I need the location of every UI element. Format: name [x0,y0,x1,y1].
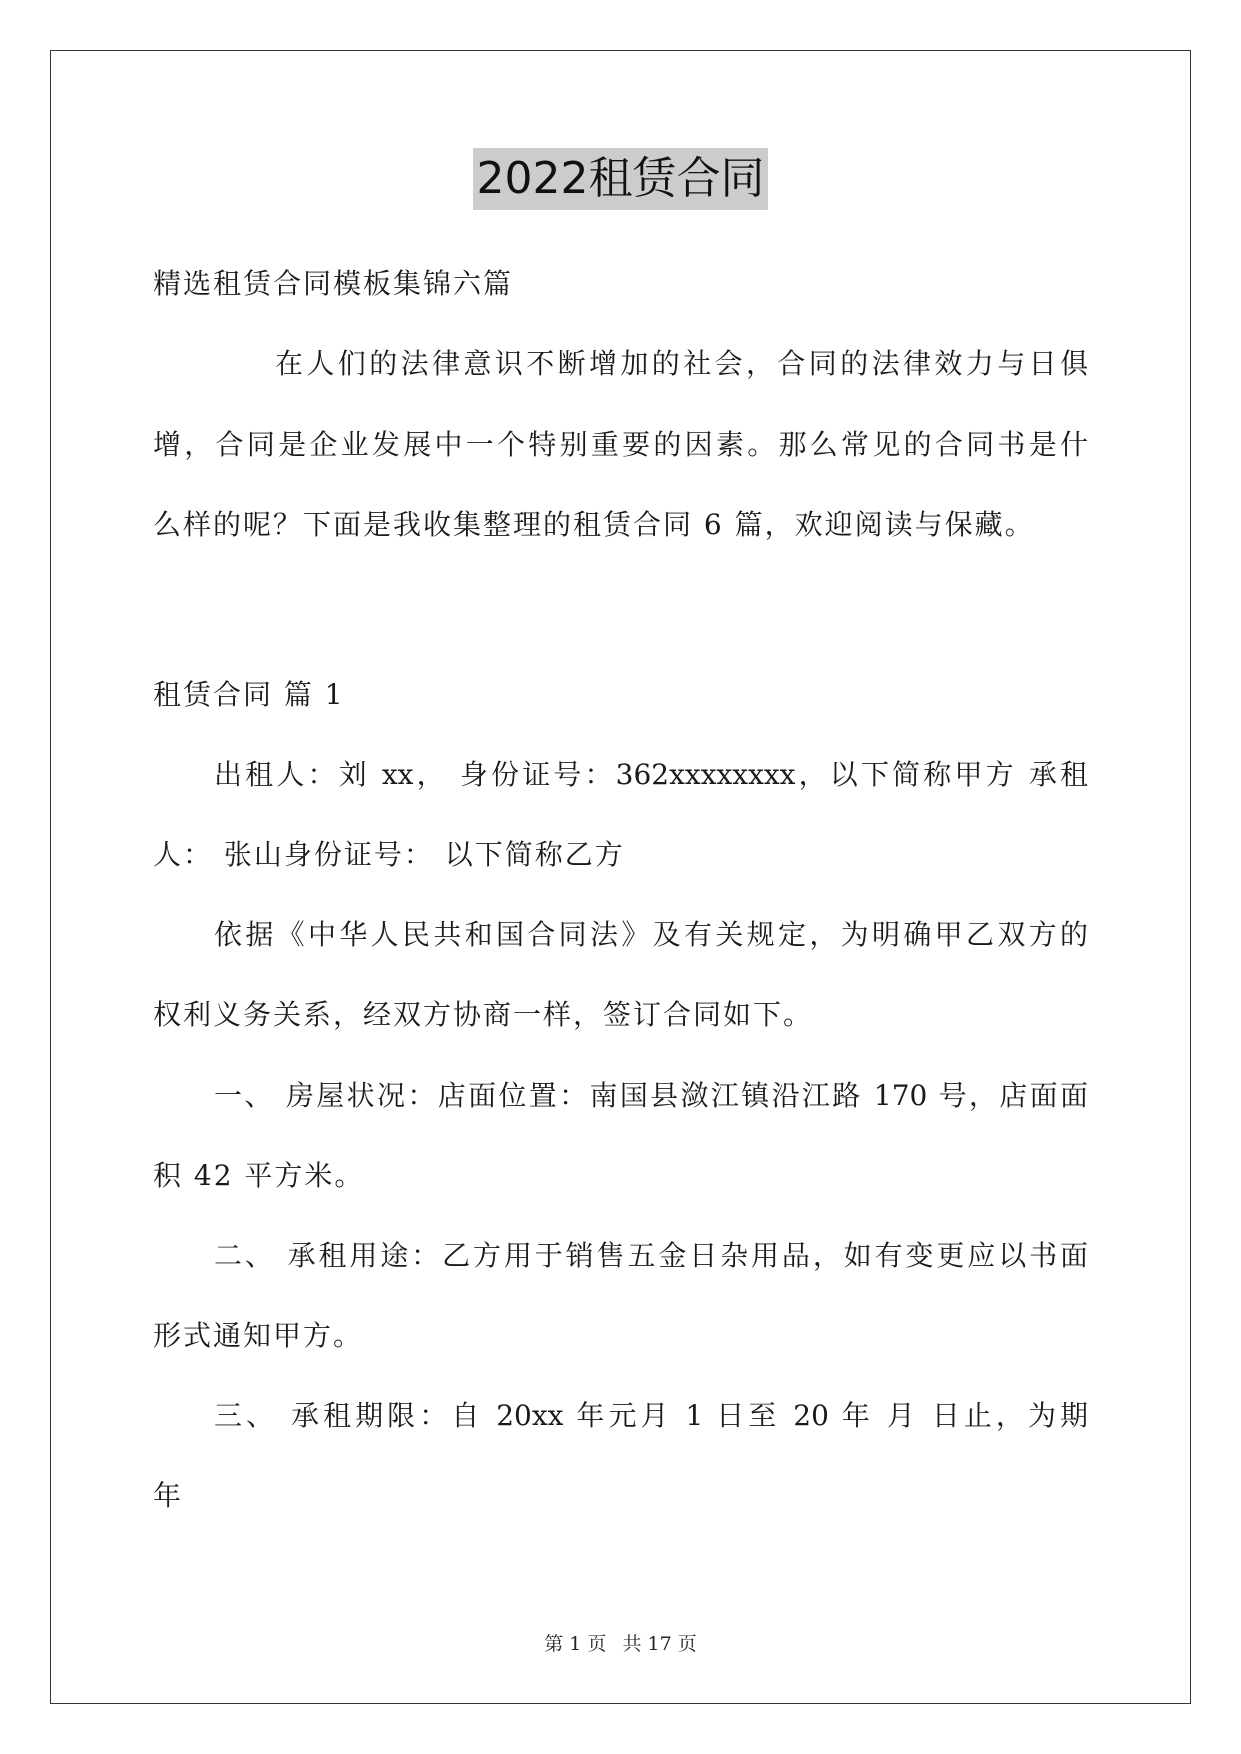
paragraph-line: 增，合同是企业发展中一个特别重要的因素。那么常见的合同书是什 [153,428,1088,461]
paragraph-line: 人： 张山身份证号： 以下简称乙方 [153,838,625,871]
clause-line: 年 [153,1479,184,1512]
paragraph-line: 依据《中华人民共和国合同法》及有关规定，为明确甲乙双方的 [214,918,1088,951]
paragraph-line: 出租人：刘 xx， 身份证号：362xxxxxxxx，以下简称甲方 承租 [214,758,1088,791]
paragraph-line: 权利义务关系，经双方协商一样，签订合同如下。 [153,998,814,1031]
page-number: 第 1 页 [544,1633,607,1655]
clause-line: 二、 承租用途：乙方用于销售五金日杂用品，如有变更应以书面 [214,1239,1088,1272]
clause-line: 三、 承租期限：自 20xx 年元月 1 日至 20 年 月 日止，为期 [214,1399,1088,1432]
title-container [0,148,1241,210]
page-footer [0,1631,1241,1657]
subtitle-line: 精选租赁合同模板集锦六篇 [153,267,514,300]
paragraph-line: 在人们的法律意识不断增加的社会，合同的法律效力与日俱 [275,347,1088,380]
clause-line: 积 42 平方米。 [153,1159,365,1192]
section-heading: 租赁合同 篇 1 [153,678,345,711]
clause-line: 形式通知甲方。 [153,1319,364,1352]
document-title: 2022租赁合同 [473,148,769,210]
clause-line: 一、 房屋状况：店面位置：南国县潋江镇沿江路 170 号，店面面 [214,1079,1088,1112]
page-total: 共 17 页 [622,1633,697,1655]
paragraph-line: 么样的呢？下面是我收集整理的租赁合同 6 篇，欢迎阅读与保藏。 [153,508,1035,541]
